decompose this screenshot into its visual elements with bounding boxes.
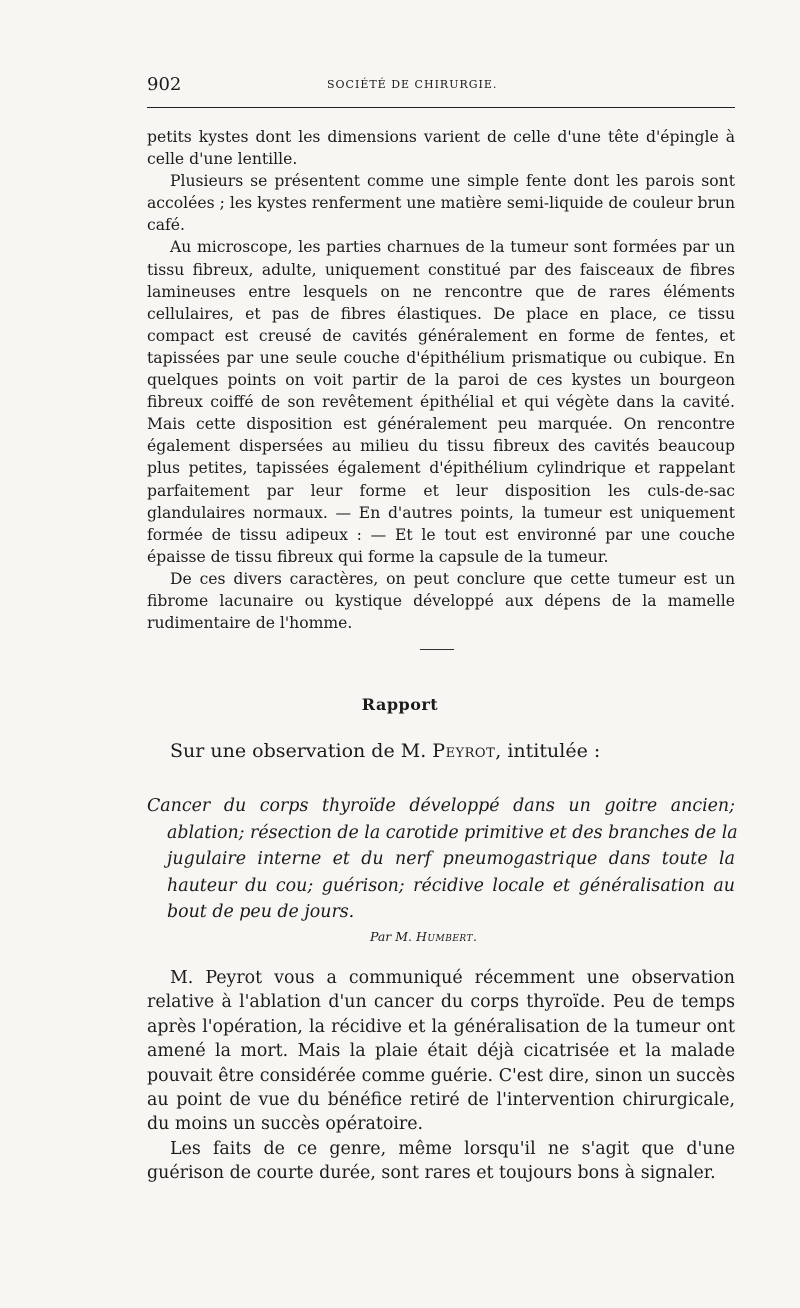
paragraph: petits kystes dont les dimensions varient de celle d'une tête d'épingle à celle d'une lentille. (147, 128, 735, 169)
report-title (147, 793, 738, 926)
section-separator (420, 649, 454, 650)
title-line: jugulaire interne et du nerf pneumogastrique dans toute la (167, 849, 735, 869)
paragraph: M. Peyrot vous a communiqué récemment une observation relative à l'ablation d'un cancer du corps thyroïde. Peu de temps après l'opération, la récidive et la généralisation de la tumeur ont amené la mort. Mais la plaie était déjà cicatrisée et la malade pouvait être considérée comme guérie. C'est dire, sinon un succès au point de vue du bénéfice retiré de l'intervention chirurgicale, du moins un succès opératoire. (147, 968, 735, 1135)
obs-suffix: , intitulée : (495, 740, 601, 762)
paragraph: Les faits de ce genre, même lorsqu'il ne s'agit que d'une guérison de courte durée, sont rares et toujours bons à signaler. (147, 1138, 735, 1184)
page-number: 902 (147, 74, 182, 95)
byline (370, 929, 477, 944)
body-text (147, 126, 735, 634)
byline-author: Humbert. (416, 929, 478, 944)
header-rule (147, 107, 735, 108)
paragraph: Plusieurs se présentent comme une simple fente dont les parois sont accolées ; les kystes renferment une matière semi-liquide de couleur brun café. (147, 172, 735, 235)
paragraph: Au microscope, les parties charnues de la tumeur sont formées par un tissu fibreux, adulte, uniquement constitué par des faisceaux de fibres lamineuses entre lesquels on ne rencontre que de rares éléments cellulaires, et pas de fibres élastiques. De place en place, ce tissu compact est creusé de cavités généralement en forme de fentes, et tapissées par une seule couche d'épithélium prismatique ou cubique. En quelques points on voit partir de la paroi de ces kystes un bourgeon fibreux coiffé de son revêtement épithélial et qui végète dans la cavité. Mais cette disposition est généralement peu marquée. On rencontre également dispersées au milieu du tissu fibreux des cavités beaucoup plus petites, tapissées également d'épithélium cylindrique et rappelant parfaitement par leur forme et leur disposition les culs-de-sac glandulaires normaux. — En d'autres points, la tumeur est uniquement formée de tissu adipeux : — Et le tout est environné par une couche épaisse de tissu fibreux qui forme la capsule de la tumeur. (147, 238, 735, 566)
title-line: ablation; résection de la carotide primitive et des branches de la (167, 822, 738, 843)
title-line: bout de peu de jours. (167, 902, 355, 922)
paragraph: De ces divers caractères, on peut conclure que cette tumeur est un fibrome lacunaire ou kystique développé aux dépens de la mamelle rudimentaire de l'homme. (147, 569, 735, 633)
observation-title (170, 740, 770, 762)
byline-prefix: Par M. (370, 929, 416, 944)
page-header (147, 74, 735, 98)
obs-prefix: Sur une observation de M. (170, 740, 433, 762)
obs-author: Peyrot (432, 740, 496, 762)
title-line: hauteur du cou; guérison; récidive locale et généralisation au (167, 875, 735, 896)
running-title: SOCIÉTÉ DE CHIRURGIE. (327, 78, 498, 91)
main-text (147, 966, 735, 1186)
title-line: Cancer du corps thyroïde développé dans un goitre ancien; (147, 796, 735, 816)
rapport-heading: Rapport (361, 695, 439, 714)
